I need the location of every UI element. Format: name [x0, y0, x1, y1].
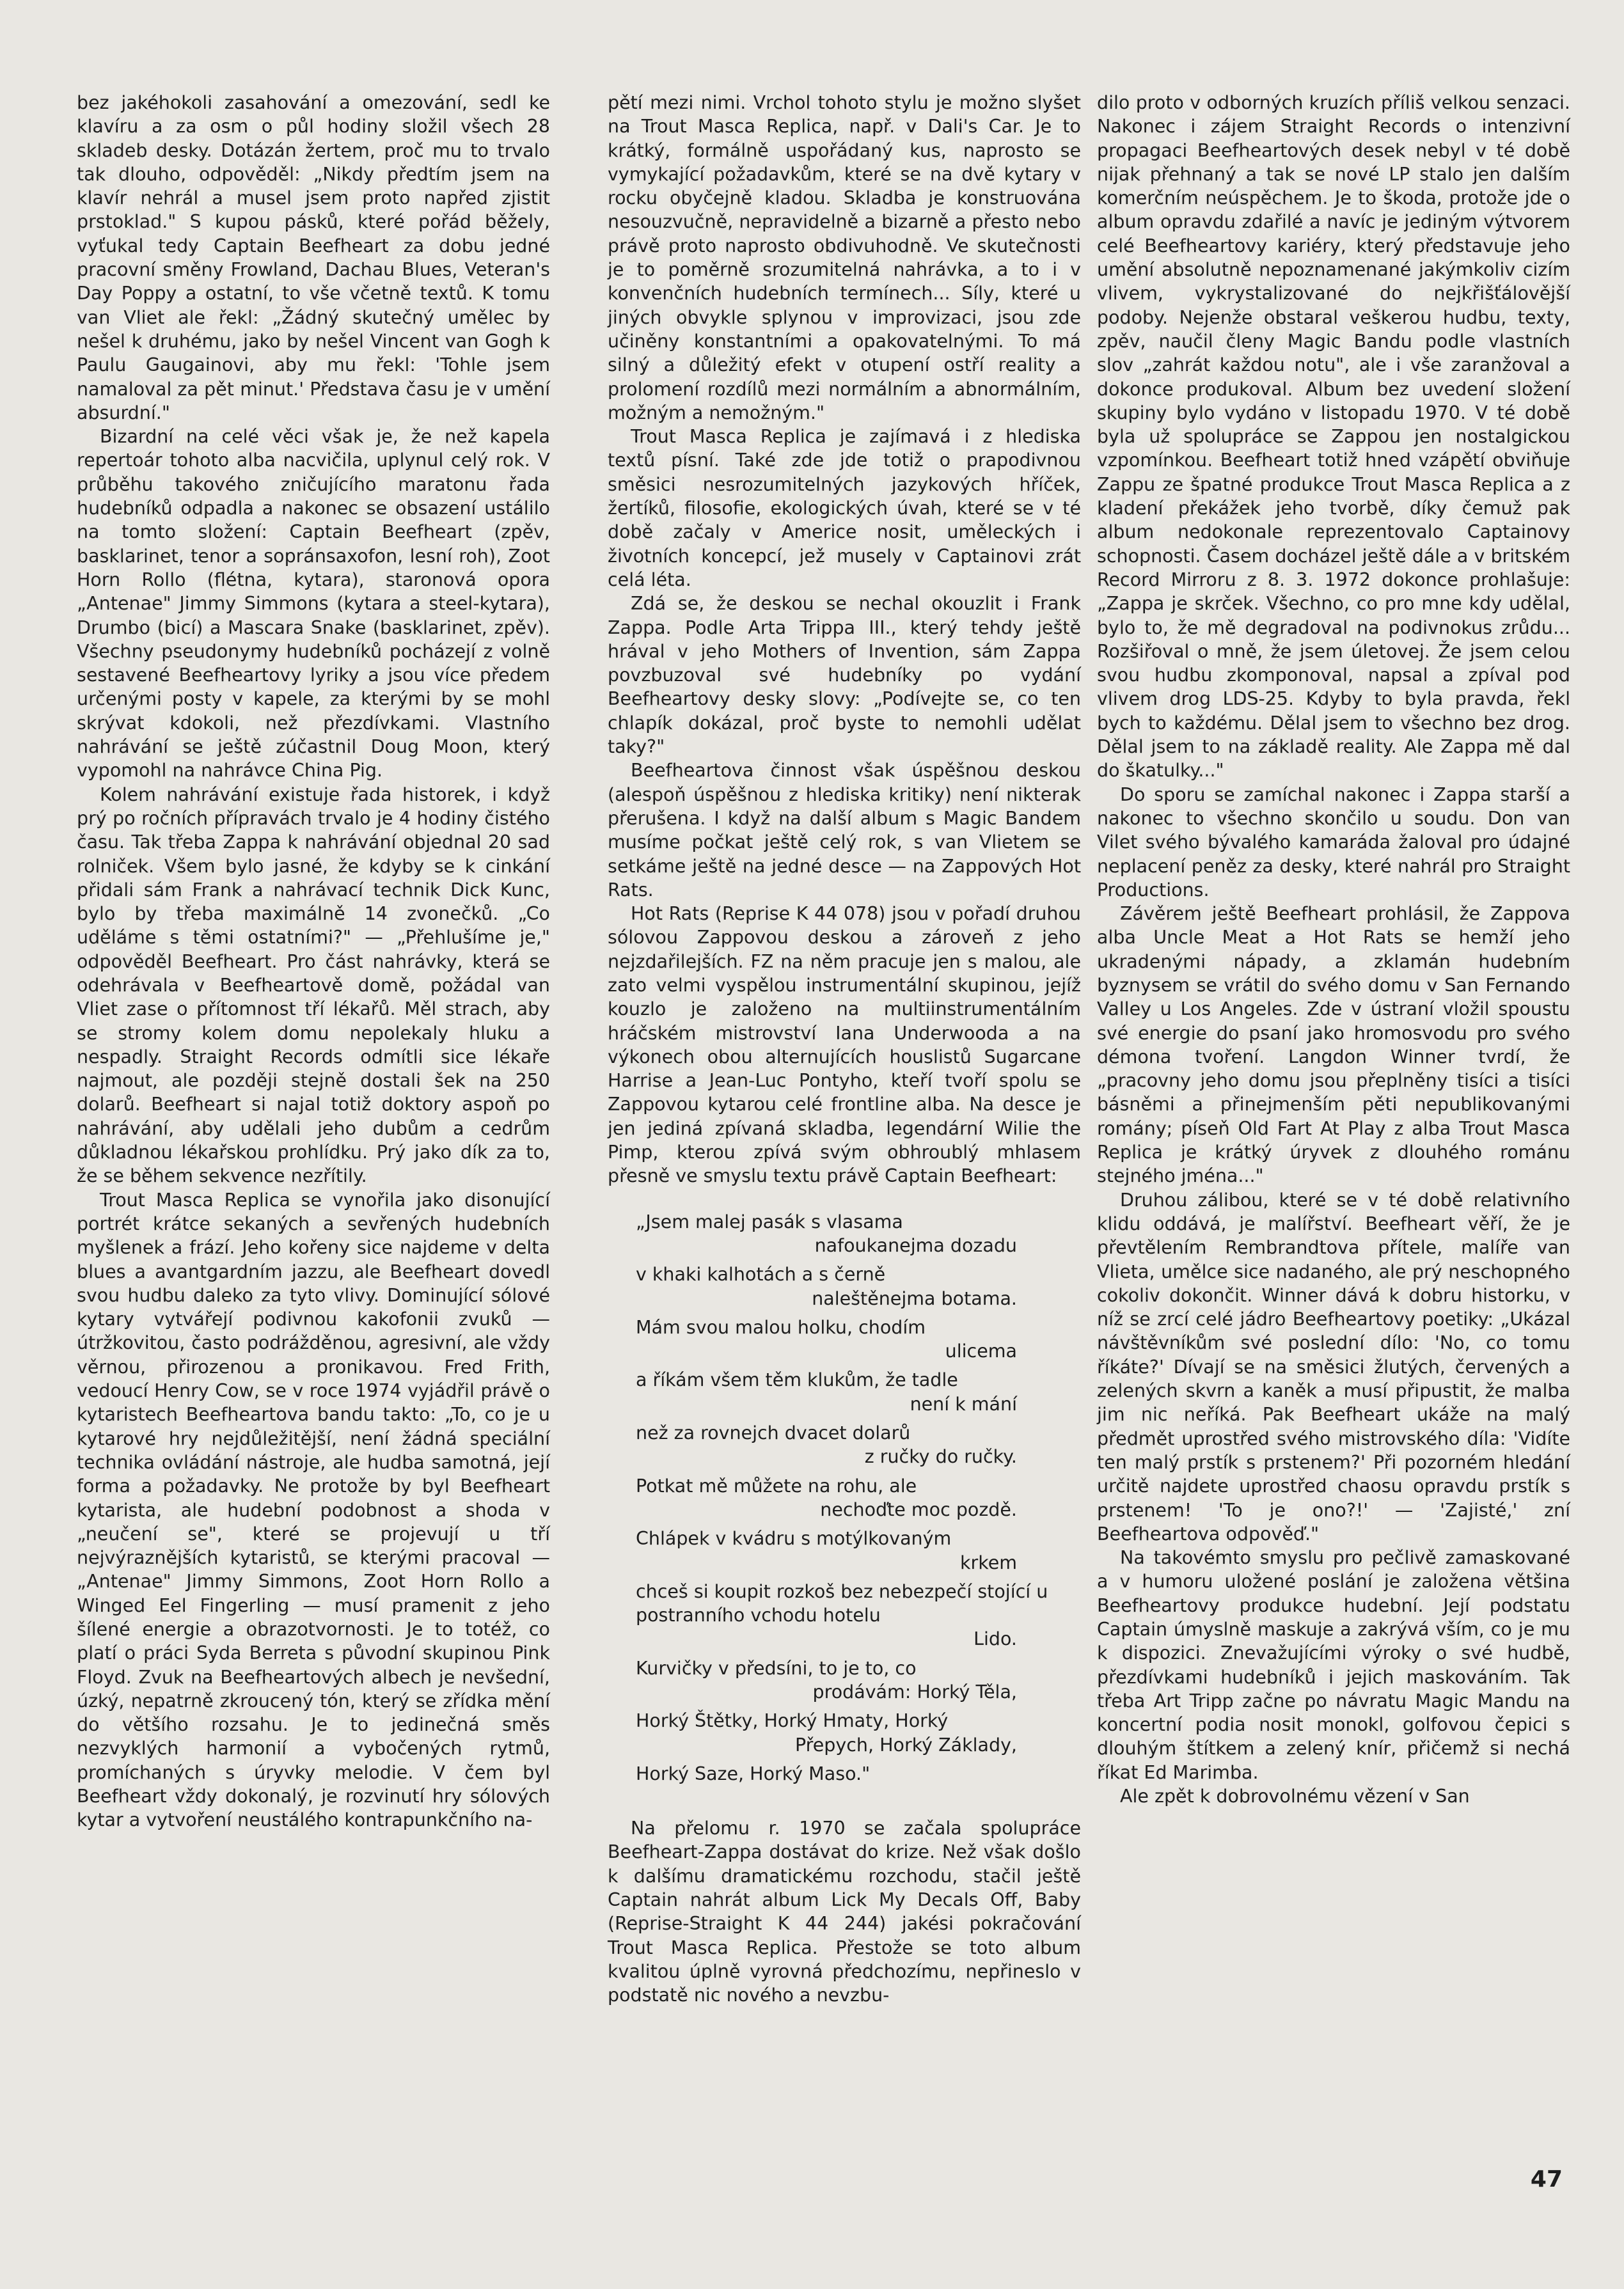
- paragraph: Trout Masca Replica se vynořila jako disonující portrét krátce sekaných a sevřených hudebních myšlenek a frází. Jeho kořeny sice najdeme v delta blues a avantgardním jazzu, ale Beefheart dovedl svou hudbu daleko za tyto vlivy. Dominující sólové kytary vytvářejí podivnou kakofonii zvuků — útržkovitou, často podrážděnou, agresivní, ale vždy věrnou, přirozenou a pronikavou. Fred Frith, vedoucí Henry Cow, se v roce 1974 vyjádřil právě o kytaristech Beefheartova bandu takto: „To, co je u kytarové hry nejdůležitější, není žádná speciální technika ovládání nástroje, ale hudba samotná, její forma a požadavky. Ne protože by byl Beefheart kytarista, ale hudební podobnost a shoda v „neučení se", které se projevují u tří nejvýraznějších kytaristů, se kterými pracoval — „Antenae" Jimmy Simmons, Zoot Horn Rollo a Winged Eel Fingerling — musí pramenit z jeho šílené energie a obrazotvornosti. Je to totéž, co platí o práci Syda Berreta s původní skupinou Pink Floyd. Zvuk na Beefheartových albech je nevšední, úzký, nepatrně zkroucený tón, který se zřídka mění do většího rozsahu. Je to jedinečná směs nezvyklých harmonií a vybočených rytmů, promíchaných s úryvky melodie. V čem byl Beefheart vždy dokonalý, je rozvinutí hry sólových kytar a vytvoření neustálého kontrapunkčního na-: [77, 1189, 550, 1831]
- paragraph: pětí mezi nimi. Vrchol tohoto stylu je možno slyšet na Trout Masca Replica, např. v Dali's Car. Je to krátký, formálně uspořádaný kus, naprosto se vymykající požadavkům, které se na dvě kytary v rocku obyčejně kladou. Skladba je konstruována nesouzvučně, nepravidelně a bizarně a přesto nebo právě proto naprosto obdivuhodně. Ve skutečnosti je to poměrně srozumitelná nahrávka, a to i v konvenčních hudebních termínech... Síly, které u jiných obvykle splynou v improvizaci, jsou zde učiněny konstantními a opakovatelnými. To má silný a důležitý efekt v otupení ostří reality a prolomení rozdílů mezi normálním a abnormálním, možným a nemožným.": [608, 92, 1081, 423]
- paragraph: bez jakéhokoli zasahování a omezování, sedl ke klavíru a za osm o půl hodiny složil všech 28 skladeb desky. Dotázán žertem, proč mu to trvalo tak dlouho, odpověděl: „Nikdy předtím jsem na klavír nehrál a musel jsem proto napřed zjistit prstoklad." S kupou pásků, které pořád běžely, vyťukal tedy Captain Beefheart za dobu jedné pracovní směny Frowland, Dachau Blues, Veteran's Day Poppy a ostatní, to vše včetně textů. K tomu van Vliet ale řekl: „Žádný skutečný umělec by nešel k druhému, jako by nešel Vincent van Gogh k Paulu Gaugainovi, aby mu řekl: 'Tohle jsem namaloval za pět minut.' Představa času je v umění absurdní.": [77, 92, 550, 423]
- paragraph: Do sporu se zamíchal nakonec i Zappa starší a nakonec to všechno skončilo u soudu. Don van Vilet svého bývalého kamaráda žaloval pro údajné neplacení peněz za desky, které nahrál pro Straight Productions.: [1097, 783, 1570, 901]
- lyric-text: Chlápek v kvádru s motýlkovaným: [636, 1528, 952, 1550]
- paragraph: Na takovémto smyslu pro pečlivě zamaskované a v humoru uložené poslání je založena většina Beefheartovy produkce hudební. Její podstatu Captain úmyslně maskuje a zakrývá vším, co je mu k dispozici. Znevažujícími výroky o své hudbě, přezdívkami hudebníků i jejich maskováním. Tak třeba Art Tripp začne po návratu Magic Mandu na koncertní podia nosit monokl, golfovou čepici s dlouhým štítkem a zelený knír, přičemž si nechá říkat Ed Marimba.: [1097, 1547, 1570, 1783]
- lyric-text: Potkat mě můžete na rohu, ale: [636, 1475, 917, 1497]
- lyric-line: [636, 1316, 1081, 1364]
- lyric-text: Horký Štětky, Horký Hmaty, Horký: [636, 1710, 949, 1732]
- lyric-text: Přepych, Horký Základy,: [794, 1734, 1017, 1756]
- lyric-text: naleštěnejma botama.: [812, 1287, 1017, 1309]
- lyric-text: v khaki kalhotách a s černě: [636, 1264, 886, 1286]
- lyric-text: prodávám: Horký Těla,: [812, 1681, 1017, 1703]
- lyric-line: [636, 1210, 1081, 1258]
- lyric-text: Mám svou malou holku, chodím: [636, 1316, 926, 1338]
- paragraph: Závěrem ještě Beefheart prohlásil, že Zappova alba Uncle Meat a Hot Rats se hemží jeho ukradenými nápady, a zklamán hudebním byznysem se vrátil do svého domu v San Fernando Valley u Los Angeles. Zde v ústraní vložil spoustu své energie do psaní jako hromosvodu pro svého démona tvoření. Langdon Winner tvrdí, že „pracovny jeho domu jsou přeplněny tisíci a tisíci básněmi a přinejmenším pěti nepublikovanými romány; píseň Old Fart At Play z alba Trout Masca Replica je krátký úryvek z dlouhého románu stejného jména...": [1097, 903, 1570, 1187]
- paragraph: Druhou zálibou, které se v té době relativního klidu oddává, je malířství. Beefheart věří, že je převtělením Rembrandtova přítele, malíře van Vlieta, umělce sice nadaného, ale prý neschopného cokoliv dokončit. Winner dává k dobru historku, v níž se zrcí celé jádro Beefheartovy poetiky: „Ukázal návštěvníkům své poslední dílo: 'No, co tomu říkáte?' Dívají se na směsici žlutých, červených a zelených skvrn a kaněk a musí připustit, že malba jim nic neříká. Pak Beefheart ukáže na malý předmět uprostřed svého mistrovského díla: 'Vidíte ten malý prstík s prstenem?' Při pozorném hledání určitě najdete uprostřed chaosu opravdu prstík s prstenem! 'To je ono?!' — 'Zajisté,' zní Beefheartova odpověď.": [1097, 1189, 1570, 1545]
- lyric-text: není k mání: [910, 1393, 1017, 1415]
- lyric-text: z ručky do ručky.: [864, 1446, 1017, 1468]
- paragraph: Kolem nahrávání existuje řada historek, i když prý po ročních přípravách trvalo je 4 hodiny čistého času. Tak třeba Zappa k nahrávání objednal 20 sad rolniček. Všem bylo jasné, že kdyby se k cinkání přidali sám Frank a nahrávací technik Dick Kunc, bylo by třeba maximálně 14 zvonečků. „Co uděláme s těmi ostatními?" — „Přehlušíme je," odpověděl Beefheart. Pro část nahrávky, která se odehrávala v Beefheartově domě, požádal van Vliet zase o přítomnost tří lékařů. Měl strach, aby se stromy kolem domu nepolekaly hluku a nespadly. Straight Records odmítli sice lékaře najmout, ale později stejně dostali šek na 250 dolarů. Beefheart si najal totiž doktory aspoň po nahrávání, aby udělali jeho dubům a cedrům důkladnou lékařskou prohlídku. Prý jako dík za to, že se během sekvence nezřítily.: [77, 783, 550, 1187]
- lyric-text: Lido.: [974, 1628, 1017, 1650]
- paragraph: Bizardní na celé věci však je, že než kapela repertoár tohoto alba nacvičila, uplynul celý rok. V průběhu takového zničujícího maratonu řada hudebníků odpadla a nakonec se obsazení ustálilo na tomto složení: Captain Beefheart (zpěv, basklarinet, tenor a sopránsaxofon, lesní roh), Zoot Horn Rollo (flétna, kytara), staronová opora „Antenae" Jimmy Simmons (kytara a steel-kytara), Drumbo (bicí) a Mascara Snake (basklarinet, zpěv). Všechny pseudonymy hudebníků pocházejí z volně sestavené Beefheartovy lyriky a jsou více předem určenými posty v kapele, za kterými by se mohl skrývat kdokoli, než přezdívkami. Vlastního nahrávání se ještě zúčastnil Doug Moon, který vypomohl na nahrávce China Pig.: [77, 426, 550, 782]
- lyric-line: [636, 1580, 1081, 1651]
- lyric-line: [636, 1762, 1081, 1786]
- lyric-text: nafoukanejma dozadu: [814, 1234, 1017, 1256]
- article-column-1: [77, 91, 550, 1832]
- lyric-text: chceš si koupit rozkoš bez nebezpečí stojící u postranního vchodu hotelu: [636, 1580, 1048, 1626]
- lyric-text: než za rovnejch dvacet dolarů: [636, 1422, 911, 1444]
- lyric-text: Horký Saze, Horký Maso.": [636, 1763, 871, 1784]
- lyric-line: [636, 1656, 1081, 1704]
- lyric-line: [636, 1368, 1081, 1416]
- paragraph: Hot Rats (Reprise K 44 078) jsou v pořadí druhou sólovou Zappovou deskou a zároveň z jeho nejzdařilejších. FZ na něm pracuje jen s malou, ale zato velmi vyspělou instrumentální skupinou, jejíž kouzlo je založeno na multiinstrumentálním hráčském mistrovství Iana Underwooda a na výkonech obou alternujících houslistů Sugarcane Harrise a Jean-Luc Pontyho, kteří tvoří spolu se Zappovou kytarou celé frontline alba. Na desce je jen jediná zpívaná skladba, legendární Wilie the Pimp, kterou zpívá svým obhroublý mhlasem přesně ve smyslu textu právě Captain Beefheart:: [608, 903, 1081, 1187]
- lyric-text: krkem: [959, 1552, 1017, 1573]
- lyric-text: Kurvičky v předsíni, to je to, co: [636, 1657, 917, 1679]
- lyric-text: a říkám všem těm klukům, že tadle: [636, 1369, 958, 1391]
- lyric-text: ulicema: [945, 1341, 1017, 1362]
- paragraph: dilo proto v odborných kruzích příliš velkou senzaci. Nakonec i zájem Straight Records o intenzivní propagaci Beefheartových desek nebyl v té době nijak přehnaný a tak se nové LP stalo jen dalším komerčním neúspěchem. Je to škoda, protože jde o album opravdu zdařilé a navíc je jediným výtvorem celé Beefheartovy kariéry, který představuje jeho umění absolutně nepoznamenané jakýmkoliv cizím vlivem, vykrystalizované do nejkřišťálovější podoby. Nejenže obstaral veškerou hudbu, texty, zpěv, naučil členy Magic Bandu podle vlastních slov „zahrát každou notu", ale i vše zaranžoval a dokonce produkoval. Album bez uvedení složení skupiny bylo vydáno v listopadu 1970. V té době byla už spolupráce se Zappou jen nostalgickou vzpomínkou. Beefheart totiž hned vzápětí obviňuje Zappu ze špatné produkce Trout Masca Replica a z kladení překážek jeho tvorbě, díky čemuž pak album nedokonale reprezentovalo Captainovy schopnosti. Časem docházel ještě dále a v britském Record Mirroru z 8. 3. 1972 dokonce prohlašuje: „Zappa je skrček. Všechno, co pro mne kdy udělal, bylo to, že mě degradoval na podivnokus zrůdu... Rozšiřoval o mně, že jsem úletovej. Že jsem celou svou hudbu zkomponoval, napsal a zpíval pod vlivem drog LDS-25. Kdyby to byla pravda, řekl bych to každému. Dělal jsem to všechno bez drog. Dělal jsem to na základě reality. Ale Zappa mě dal do škatulky...": [1097, 92, 1570, 782]
- lyric-line: [636, 1421, 1081, 1469]
- lyric-line: [636, 1527, 1081, 1575]
- paragraph: Trout Masca Replica je zajímavá i z hlediska textů písní. Také zde jde totiž o prapodivnou směsici nesrozumitelných jazykových hříček, žertíků, filosofie, ekologických úvah, které se v té době začaly v Americe nosit, uměleckých i životních koncepcí, jež musely v Captainovi zrát celá léta.: [608, 426, 1081, 590]
- lyric-text: „Jsem malej pasák s vlasama: [636, 1211, 903, 1232]
- article-column-3: [1097, 91, 1570, 1808]
- page-number: 47: [1530, 2166, 1563, 2192]
- paragraph: Na přelomu r. 1970 se začala spolupráce Beefheart-Zappa dostávat do krize. Než však došlo k dalšímu dramatickému rozchodu, stačil ještě Captain nahrát album Lick My Decals Off, Baby (Reprise-Straight K 44 244) jakési pokračování Trout Masca Replica. Přestože se toto album kvalitou úplně vyrovná předchozímu, nepřineslo v podstatě nic nového a nevzbu-: [608, 1818, 1081, 2006]
- article-column-2: [608, 91, 1081, 2008]
- lyric-line: [636, 1474, 1081, 1522]
- paragraph: Ale zpět k dobrovolnému vězení v San: [1120, 1786, 1470, 1807]
- paragraph: Zdá se, že deskou se nechal okouzlit i Frank Zappa. Podle Arta Trippa III., který tehdy ještě hrával v jeho Mothers of Invention, sám Zappa povzbuzoval své hudebníky po vydání Beefheartovy desky slovy: „Podívejte se, co ten chlapík dokázal, proč byste to nemohli udělat taky?": [608, 593, 1081, 758]
- song-lyrics: [636, 1210, 1081, 1786]
- lyric-text: nechoďte moc pozdě.: [820, 1498, 1017, 1520]
- lyric-line: [636, 1262, 1081, 1310]
- paragraph: Beefheartova činnost však úspěšnou deskou (alespoň úspěšnou z hlediska kritiky) není nikterak přerušena. I když na další album s Magic Bandem musíme počkat ještě celý rok, s van Vlietem se setkáme ještě na jedné desce — na Zappových Hot Rats.: [608, 760, 1081, 901]
- lyric-line: [636, 1709, 1081, 1757]
